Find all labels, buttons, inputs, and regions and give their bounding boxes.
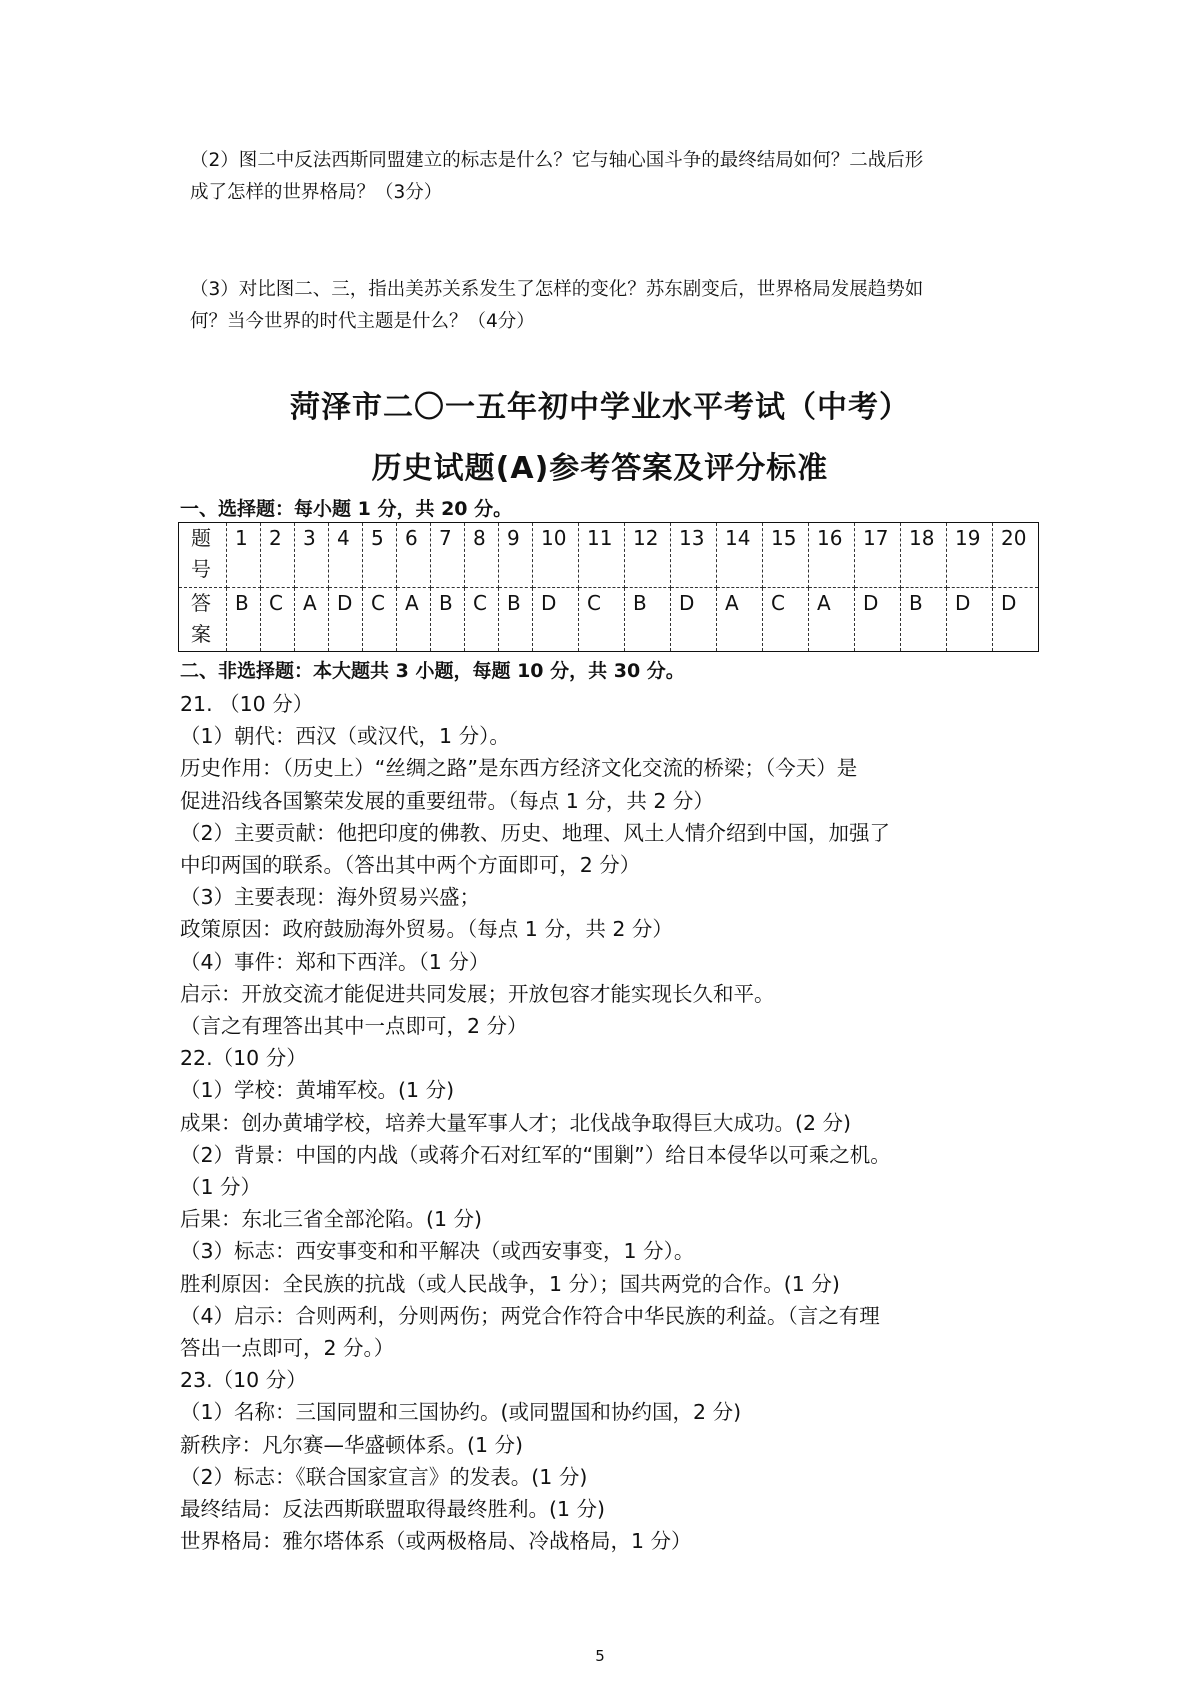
answer-cell: C (763, 587, 809, 652)
answer-cell: A (809, 587, 855, 652)
answer-line: 政策原因：政府鼓励海外贸易。（每点 1 分，共 2 分） (180, 917, 673, 942)
answer-cell: B (227, 587, 261, 652)
question-number: 8 (465, 523, 499, 588)
answer-line: （言之有理答出其中一点即可，2 分） (180, 1014, 528, 1039)
answer-cell: A (717, 587, 763, 652)
question-number: 11 (579, 523, 625, 588)
page-subtitle: 历史试题(A)参考答案及评分标准 (371, 451, 829, 486)
table-row-answers (179, 587, 1039, 652)
answer-cell: C (579, 587, 625, 652)
answer-line: 最终结局：反法西斯联盟取得最终胜利。(1 分) (180, 1497, 606, 1522)
question-number: 16 (809, 523, 855, 588)
answer-line: 答出一点即可，2 分。） (180, 1336, 395, 1361)
table-answer-label: 答案 (179, 587, 227, 652)
page-title: 菏泽市二〇一五年初中学业水平考试（中考） (290, 390, 910, 425)
question-number: 2 (261, 523, 295, 588)
question-number: 4 (329, 523, 363, 588)
question-3-line-1: （3）对比图二、三，指出美苏关系发生了怎样的变化？苏东剧变后，世界格局发展趋势如 (190, 279, 924, 300)
question-number: 10 (533, 523, 579, 588)
table-row-numbers (179, 523, 1039, 588)
answer-line: （2）背景：中国的内战（或蒋介石对红军的“围剿”）给日本侵华以可乘之机。 (180, 1142, 891, 1167)
answer-line: （2）标志：《联合国家宣言》的发表。(1 分) (180, 1464, 588, 1489)
question-number: 15 (763, 523, 809, 588)
question-number: 19 (947, 523, 993, 588)
question-number: 17 (855, 523, 901, 588)
question-number: 20 (993, 523, 1039, 588)
question-2-line-1: （2）图二中反法西斯同盟建立的标志是什么？它与轴心国斗争的最终结局如何？二战后形 (190, 150, 924, 171)
answer-cell: D (947, 587, 993, 652)
answer-line: 中印两国的联系。（答出其中两个方面即可，2 分） (180, 853, 641, 878)
answer-line: 胜利原因：全民族的抗战（或人民战争，1 分）；国共两党的合作。(1 分) (180, 1271, 840, 1296)
question-3-line-2: 何？当今世界的时代主题是什么？（4分） (190, 311, 535, 332)
question-number: 13 (671, 523, 717, 588)
answer-line: 22.（10 分） (180, 1046, 307, 1071)
answer-line: 历史作用：（历史上）“丝绸之路”是东西方经济文化交流的桥梁；（今天）是 (180, 756, 858, 781)
answer-cell: C (363, 587, 397, 652)
answer-line: （2）主要贡献：他把印度的佛教、历史、地理、风土人情介绍到中国，加强了 (180, 820, 891, 845)
answer-line: （4）启示：合则两利，分则两伤；两党合作符合中华民族的利益。（言之有理 (180, 1303, 880, 1328)
answer-table (178, 522, 1039, 652)
answer-line: 后果：东北三省全部沦陷。(1 分) (180, 1207, 483, 1232)
answer-line: （3）主要表现：海外贸易兴盛； (180, 885, 481, 910)
answer-line: 促进沿线各国繁荣发展的重要纽带。（每点 1 分，共 2 分） (180, 788, 714, 813)
answer-cell: D (855, 587, 901, 652)
question-number: 14 (717, 523, 763, 588)
section-2-heading: 二、非选择题：本大题共 3 小题，每题 10 分，共 30 分。 (180, 660, 685, 682)
answer-line: 新秩序：凡尔赛—华盛顿体系。(1 分) (180, 1432, 524, 1457)
answer-cell: C (261, 587, 295, 652)
answer-cell: A (397, 587, 431, 652)
answer-cell: C (465, 587, 499, 652)
question-2-line-2: 成了怎样的世界格局？（3分） (190, 182, 443, 203)
question-number: 3 (295, 523, 329, 588)
answer-cell: B (499, 587, 533, 652)
answer-line: （4）事件：郑和下西洋。（1 分） (180, 949, 490, 974)
answer-line: 世界格局：雅尔塔体系（或两极格局、冷战格局，1 分） (180, 1529, 692, 1554)
answer-line: 21. （10 分） (180, 692, 314, 716)
answer-line: 成果：创办黄埔学校，培养大量军事人才；北伐战争取得巨大成功。(2 分) (180, 1110, 852, 1135)
section-1-heading: 一、选择题：每小题 1 分，共 20 分。 (180, 498, 513, 520)
question-number: 5 (363, 523, 397, 588)
question-number: 12 (625, 523, 671, 588)
answer-line: （1）朝代：西汉（或汉代，1 分）。 (180, 724, 510, 749)
answer-line: （1 分） (180, 1175, 262, 1200)
answer-cell: D (993, 587, 1039, 652)
question-number: 7 (431, 523, 465, 588)
question-number: 9 (499, 523, 533, 588)
question-number: 6 (397, 523, 431, 588)
page-number: 5 (595, 1647, 605, 1665)
answer-cell: B (901, 587, 947, 652)
answer-cell: D (671, 587, 717, 652)
answer-body (180, 688, 1060, 1557)
answer-line: 启示：开放交流才能促进共同发展；开放包容才能实现长久和平。 (180, 981, 775, 1006)
answer-line: （1）学校：黄埔军校。(1 分) (180, 1078, 455, 1103)
answer-cell: B (625, 587, 671, 652)
question-number: 18 (901, 523, 947, 588)
answer-line: 23.（10 分） (180, 1368, 307, 1393)
answer-cell: D (533, 587, 579, 652)
answer-line: （3）标志：西安事变和和平解决（或西安事变，1 分）。 (180, 1239, 695, 1264)
question-number: 1 (227, 523, 261, 588)
answer-cell: B (431, 587, 465, 652)
answer-cell: A (295, 587, 329, 652)
answer-line: （1）名称：三国同盟和三国协约。(或同盟国和协约国，2 分) (180, 1400, 742, 1425)
table-head-label: 题号 (179, 523, 227, 588)
answer-cell: D (329, 587, 363, 652)
